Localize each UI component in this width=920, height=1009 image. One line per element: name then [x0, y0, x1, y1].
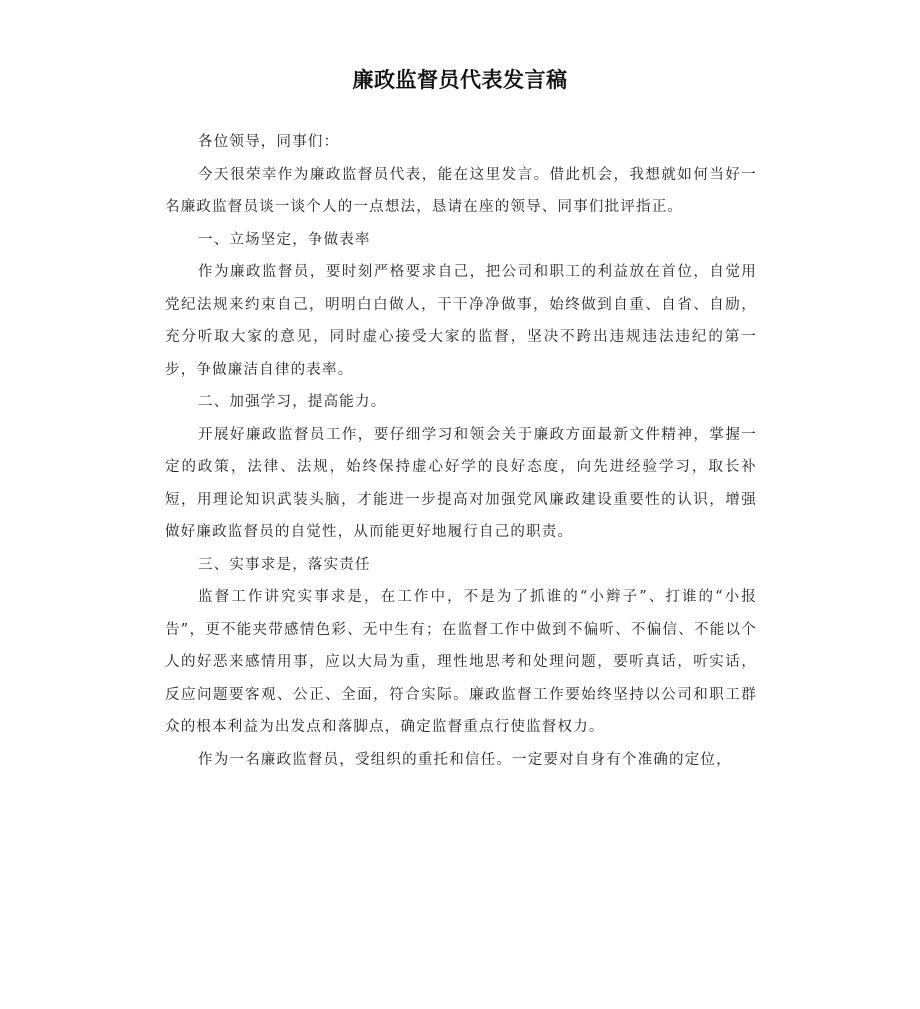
section-heading-3: 三、实事求是，落实责任	[198, 556, 371, 573]
document-title: 廉政监督员代表发言稿	[352, 68, 568, 92]
salutation: 各位领导，同事们：	[198, 134, 340, 150]
document-body	[165, 126, 757, 776]
paragraph-section-2: 开展好廉政监督员工作，要仔细学习和领会关于廉政方面最新文件精神，掌握一定的政策，法律、法规，始终保持虚心好学的良好态度，向先进经验学习，取长补短，用理论知识武装头脑，才能进一步提高对加强党风廉政建设重要性的认识，增强做好廉政监督员的自觉性，从而能更好地履行自己的职责。	[165, 426, 757, 540]
paragraph-intro: 今天很荣幸作为廉政监督员代表，能在这里发言。借此机会，我想就如何当好一名廉政监督员谈一谈个人的一点想法，恳请在座的领导、同事们批评指正。	[165, 166, 757, 215]
section-heading-1: 一、立场坚定，争做表率	[198, 231, 371, 248]
paragraph-section-3: 监督工作讲究实事求是，在工作中，不是为了抓谁的“小辫子”、打谁的“小报告”，更不能夹带感情色彩、无中生有；在监督工作中做到不偏听、不偏信、不能以个人的好恶来感情用事，应以大局为重，理性地思考和处理问题，要听真话，听实话，反应问题要客观、公正、全面，符合实际。廉政监督工作要始终坚持以公司和职工群众的根本利益为出发点和落脚点，确定监督重点行使监督权力。	[165, 589, 757, 735]
section-heading-2: 二、加强学习，提高能力。	[198, 394, 387, 410]
paragraph-section-1: 作为廉政监督员，要时刻严格要求自己，把公司和职工的利益放在首位，自觉用党纪法规来约束自己，明明白白做人，干干净净做事，始终做到自重、自省、自励，充分听取大家的意见，同时虚心接受大家的监督，坚决不跨出违规违法违纪的第一步，争做廉洁自律的表率。	[165, 264, 757, 378]
paragraph-closing: 作为一名廉政监督员，受组织的重托和信任。一定要对自身有个准确的定位，	[198, 751, 732, 768]
